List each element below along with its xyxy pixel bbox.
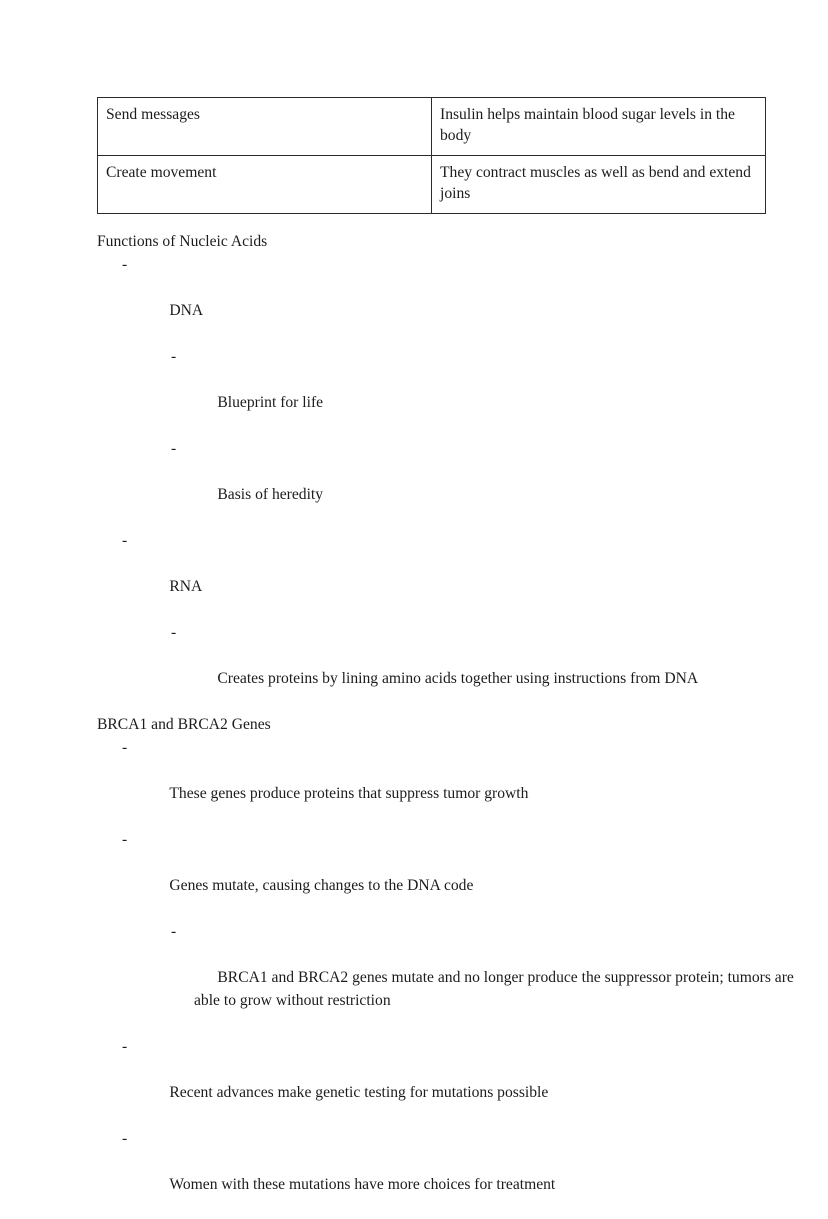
table-cell-function-text: Send messages	[106, 106, 200, 123]
table-cell-example-text: Insulin helps maintain blood sugar levels in the body	[440, 106, 735, 144]
list-item-label: Basis of heredity	[217, 486, 324, 503]
list-item	[97, 1035, 797, 1127]
table-cell-example	[432, 156, 766, 214]
section-heading-nucleic-acids: Functions of Nucleic Acids	[97, 233, 268, 250]
list-item	[97, 920, 797, 1035]
list-bullet-dash: -	[122, 256, 128, 273]
list-item	[97, 828, 797, 920]
list-item	[97, 1127, 797, 1219]
list-item	[97, 529, 797, 621]
table-cell-function	[98, 156, 432, 214]
list-bullet-dash: -	[171, 624, 177, 641]
list-item-label: Genes mutate, causing changes to the DNA code	[169, 877, 474, 894]
table-cell-function	[98, 98, 432, 156]
list-item-label: Recent advances make genetic testing for mutations possible	[169, 1084, 549, 1101]
list-item	[97, 345, 797, 437]
list-bullet-dash: -	[171, 923, 177, 940]
list-item-label: BRCA1 and BRCA2 genes mutate and no longer produce the suppressor protein; tumors are able to grow without restriction	[194, 969, 798, 1009]
outline-content	[97, 230, 797, 1219]
list-bullet-dash: -	[122, 532, 128, 549]
list-bullet-dash: -	[122, 739, 128, 756]
list-item-label: Women with these mutations have more choices for treatment	[169, 1176, 556, 1193]
list-item	[97, 621, 797, 713]
list-item	[97, 437, 797, 529]
list-item-label: DNA	[169, 302, 204, 319]
section-heading-brca-genes: BRCA1 and BRCA2 Genes	[97, 716, 271, 733]
list-bullet-dash: -	[122, 831, 128, 848]
list-bullet-dash: -	[122, 1130, 128, 1147]
list-item	[97, 253, 797, 345]
list-item-label: Creates proteins by lining amino acids together using instructions from DNA	[217, 670, 699, 687]
list-item-label: Blueprint for life	[217, 394, 324, 411]
list-item	[97, 736, 797, 828]
table-cell-example	[432, 98, 766, 156]
table-cell-function-text: Create movement	[106, 164, 217, 181]
list-item-label: RNA	[169, 578, 203, 595]
table-cell-example-text: They contract muscles as well as bend and extend joins	[440, 164, 751, 202]
list-bullet-dash: -	[171, 440, 177, 457]
functions-table	[97, 97, 766, 214]
table-row	[98, 156, 766, 214]
list-bullet-dash: -	[122, 1038, 128, 1055]
table-body	[98, 98, 766, 214]
list-item-label: These genes produce proteins that suppress tumor growth	[169, 785, 529, 802]
table-row	[98, 98, 766, 156]
list-bullet-dash: -	[171, 348, 177, 365]
